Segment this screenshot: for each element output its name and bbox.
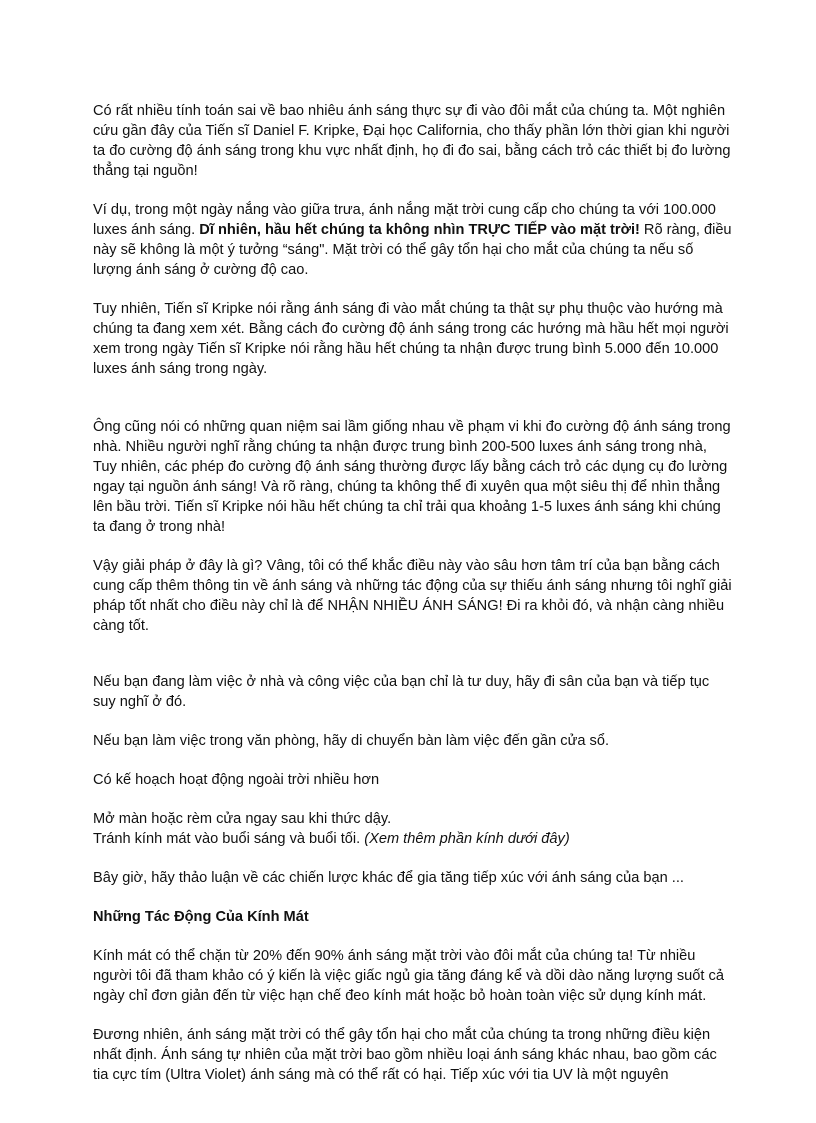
document-page [93, 101, 733, 1085]
paragraph-sunglasses-effect: Kính mát có thể chặn từ 20% đến 90% ánh sáng mặt trời vào đôi mắt của chúng ta! Từ nhiều người tôi đã tham khảo có ý kiến là việc giấc ngủ gia tăng đáng kể và dồi dào năng lượng suốt cả ngày chỉ đơn giản đến từ việc hạn chế đeo kính mát hoặc bỏ hoàn toàn việc sử dụng kính mát. [93, 948, 724, 1004]
paragraph-kripke-direction: Tuy nhiên, Tiến sĩ Kripke nói rằng ánh sáng đi vào mắt chúng ta thật sự phụ thuộc vào hướng mà chúng ta đang xem xét. Bằng cách đo cường độ ánh sáng trong các hướng mà hầu hết mọi người xem trong ngày Tiến sĩ Kripke nói rằng hầu hết chúng ta nhận được trung bình 5.000 đến 10.000 luxes ánh sáng trong ngày. [93, 301, 729, 377]
paragraph-outdoor-plan: Có kế hoạch hoạt động ngoài trời nhiều hơn [93, 772, 380, 788]
paragraph-curtains [93, 809, 733, 849]
section-heading: Những Tác Động Của Kính Mát [93, 909, 309, 925]
paragraph-indoor-light: Ông cũng nói có những quan niệm sai lầm giống nhau về phạm vi khi đo cường độ ánh sáng trong nhà. Nhiều người nghĩ rằng chúng ta nhận được trung bình 200-500 luxes ánh sáng trong nhà, Tuy nhiên, các phép đo cường độ ánh sáng thường được lấy bằng cách trỏ các dụng cụ đo lường ngay tại nguồn ánh sáng! Và rõ ràng, chúng ta không thể đi xuyên qua một siêu thị để nhìn thẳng lên bầu trời. Tiến sĩ Kripke nói hầu hết chúng ta chỉ trải qua khoảng 1-5 luxes ánh sáng khi chúng ta đang ở trong nhà! [93, 419, 731, 535]
paragraph-uv-harm: Đương nhiên, ánh sáng mặt trời có thể gây tổn hại cho mắt của chúng ta trong những điều kiện nhất định. Ánh sáng tự nhiên của mặt trời bao gồm nhiều loại ánh sáng khác nhau, bao gồm các tia cực tím (Ultra Violet) ánh sáng mà có thể rất có hại. Tiếp xúc với tia UV là một nguyên [93, 1027, 717, 1083]
paragraph-work-home: Nếu bạn đang làm việc ở nhà và công việc của bạn chỉ là tư duy, hãy đi sân của bạn và tiếp tục suy nghĩ ở đó. [93, 674, 710, 710]
line-curtains: Mở màn hoặc rèm cửa ngay sau khi thức dậy. [93, 811, 392, 827]
paragraph-text: Rõ ràng, điều này sẽ không là một ý tưởng “sáng". Mặt trời có thể gây tổn hại cho mắt của chúng ta nếu số lượng ánh sáng ở cường độ cao. [93, 222, 732, 278]
paragraph-solution: Vậy giải pháp ở đây là gì? Vâng, tôi có thể khắc điều này vào sâu hơn tâm trí của bạn bằng cách cung cấp thêm thông tin về ánh sáng và những tác động của sự thiếu ánh sáng nhưng tôi nghĩ giải pháp tốt nhất cho điều này chỉ là để NHẬN NHIỀU ÁNH SÁNG! Đi ra khỏi đó, và nhận càng nhiều càng tốt. [93, 558, 732, 634]
paragraph-strategies: Bây giờ, hãy thảo luận về các chiến lược khác để gia tăng tiếp xúc với ánh sáng của bạn ... [93, 870, 684, 886]
paragraph-office: Nếu bạn làm việc trong văn phòng, hãy di chuyển bàn làm việc đến gần cửa sổ. [93, 733, 610, 749]
bold-statement: Dĩ nhiên, hầu hết chúng ta không nhìn TRỰC TIẾP vào mặt trời! [199, 222, 640, 238]
paragraph-text: Ví dụ, trong một ngày nắng vào giữa trưa, ánh nắng mặt trời cung cấp cho chúng ta với 100.000 luxes ánh sáng. [93, 202, 716, 238]
italic-note: (Xem thêm phần kính dưới đây) [364, 831, 570, 847]
paragraph-sunlight-example [93, 200, 733, 280]
paragraph-intro: Có rất nhiều tính toán sai về bao nhiêu ánh sáng thực sự đi vào đôi mắt của chúng ta. Một nghiên cứu gần đây của Tiến sĩ Daniel F. Kripke, Đại học California, cho thấy phần lớn thời gian khi người ta đo cường độ ánh sáng trong khu vực nhất định, họ đi đo sai, bằng cách trỏ các thiết bị đo lường thẳng tại nguồn! [93, 103, 731, 179]
line-sunglasses: Tránh kính mát vào buổi sáng và buổi tối. [93, 831, 365, 847]
